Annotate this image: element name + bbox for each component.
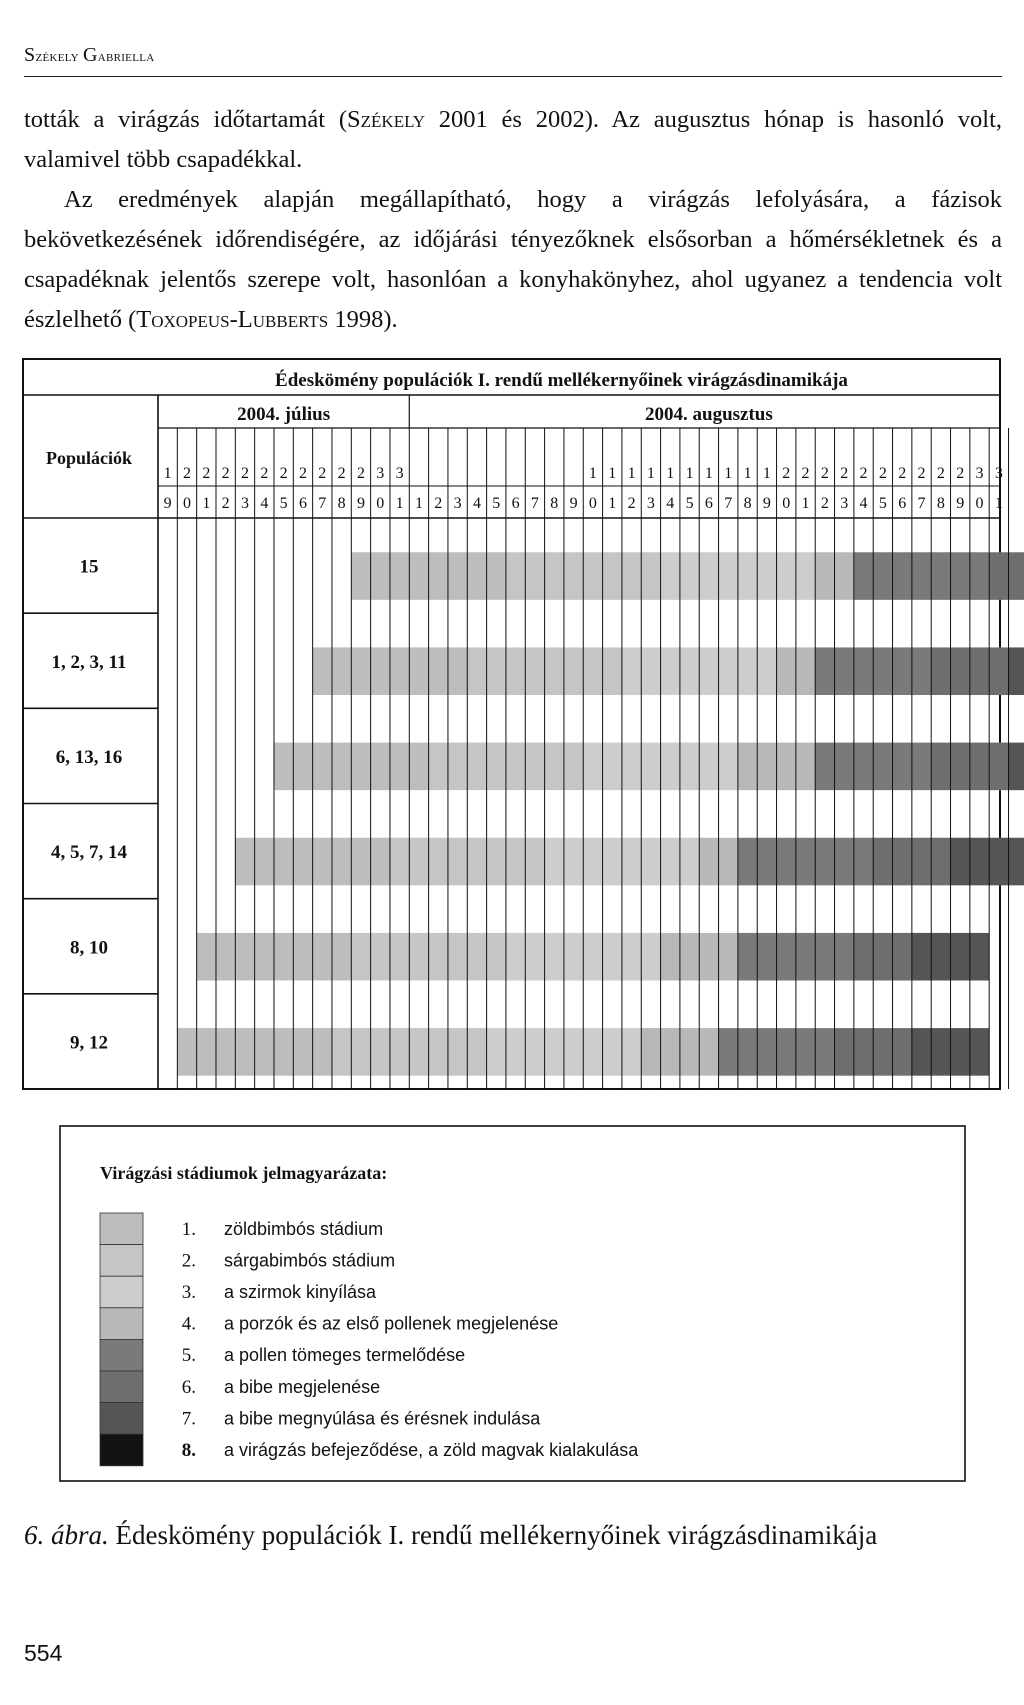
day-units-digit: 1: [414, 495, 423, 512]
day-tens-digit: 1: [646, 465, 655, 482]
day-tens-digit: 1: [762, 465, 771, 482]
caption-label: 6. ábra.: [24, 1520, 109, 1550]
running-head-rest2: abriella: [97, 49, 155, 65]
legend-number: 4.: [181, 1313, 196, 1335]
legend-number: 8.: [181, 1440, 196, 1461]
legend-number: 6.: [181, 1376, 196, 1398]
day-units-digit: 7: [530, 495, 539, 512]
population-label: 9, 12: [70, 1032, 108, 1054]
stage-bar-segment: [1009, 743, 1024, 791]
legend-text: a bibe megnyúlása és érésnek indulása: [224, 1408, 541, 1429]
day-units-digit: 5: [279, 495, 288, 512]
day-tens-digit: 2: [318, 465, 327, 482]
legend-swatch: [100, 1245, 143, 1277]
population-label: 4, 5, 7, 14: [51, 842, 127, 864]
day-units-digit: 9: [762, 495, 771, 512]
legend-text: a szirmok kinyílása: [224, 1282, 377, 1302]
day-units-digit: 0: [376, 495, 385, 512]
legend-title: Virágzási stádiumok jelmagyarázata:: [100, 1163, 388, 1183]
month-label: 2004. július: [237, 404, 331, 425]
legend-number: 5.: [181, 1345, 196, 1367]
population-label: 15: [79, 556, 99, 578]
day-units-digit: 5: [878, 495, 887, 512]
day-units-digit: 6: [298, 495, 307, 512]
day-tens-digit: 2: [260, 465, 269, 482]
day-units-digit: 0: [182, 495, 191, 512]
day-units-digit: 8: [743, 495, 752, 512]
running-head-initial2: G: [82, 44, 98, 66]
day-units-digit: 7: [318, 495, 327, 512]
day-tens-digit: 2: [917, 465, 926, 482]
stage-bar-segment: [854, 552, 989, 600]
day-tens-digit: 1: [666, 465, 675, 482]
day-units-digit: 8: [936, 495, 945, 512]
day-tens-digit: 1: [163, 465, 172, 482]
day-units-digit: 1: [994, 495, 1003, 512]
day-tens-digit: 1: [743, 465, 752, 482]
stage-bar-segment: [738, 838, 873, 886]
day-units-digit: 6: [511, 495, 520, 512]
legend-number: 1.: [181, 1218, 196, 1240]
day-tens-digit: 1: [724, 465, 733, 482]
stage-bar-segment: [854, 933, 912, 981]
stage-bar-segment: [951, 838, 1024, 886]
legend-text: zöldbimbós stádium: [224, 1218, 384, 1239]
chart-title: Édeskömény populációk I. rendű mellékernyőinek virágzásdinamikája: [275, 370, 848, 391]
population-label: 8, 10: [70, 937, 108, 959]
day-tens-digit: 2: [279, 465, 288, 482]
legend-swatch: [100, 1308, 143, 1340]
legend-number: 3.: [181, 1282, 196, 1303]
day-units-digit: 5: [685, 495, 694, 512]
stage-bar-segment: [1009, 647, 1024, 695]
legend-text: sárgabimbós stádium: [224, 1250, 396, 1271]
day-tens-digit: 3: [994, 465, 1003, 482]
day-tens-digit: 2: [956, 465, 965, 482]
day-units-digit: 9: [163, 495, 172, 512]
day-tens-digit: 3: [975, 465, 984, 482]
day-units-digit: 2: [221, 495, 230, 512]
figure-caption: [24, 1520, 1004, 1551]
p2-citation: Toxopeus-Lubberts: [136, 306, 329, 333]
stage-bar-segment: [989, 552, 1024, 600]
day-units-digit: 0: [975, 495, 984, 512]
day-tens-digit: 2: [356, 465, 365, 482]
day-tens-digit: 1: [685, 465, 694, 482]
p2-text-b: 1998).: [328, 306, 398, 333]
day-units-digit: 4: [666, 495, 675, 512]
day-tens-digit: 2: [859, 465, 868, 482]
day-tens-digit: 2: [801, 465, 810, 482]
legend-swatch: [100, 1213, 143, 1245]
day-tens-digit: 2: [221, 465, 230, 482]
legend-swatch: [100, 1276, 143, 1308]
day-tens-digit: 3: [395, 465, 404, 482]
day-units-digit: 8: [550, 495, 559, 512]
day-units-digit: 1: [202, 495, 211, 512]
day-units-digit: 1: [395, 495, 404, 512]
day-tens-digit: 2: [298, 465, 307, 482]
day-tens-digit: 3: [376, 465, 385, 482]
day-units-digit: 3: [646, 495, 655, 512]
legend-text: a porzók és az első pollenek megjelenése: [224, 1313, 559, 1334]
day-tens-digit: 2: [820, 465, 829, 482]
legend-swatch: [100, 1339, 143, 1371]
page-number: 554: [24, 1640, 63, 1666]
day-tens-digit: 2: [240, 465, 249, 482]
day-tens-digit: 1: [704, 465, 713, 482]
caption-text: Édeskömény populációk I. rendű mellékernyőinek virágzásdinamikája: [108, 1520, 878, 1550]
day-units-digit: 4: [859, 495, 868, 512]
day-units-digit: 9: [956, 495, 965, 512]
day-units-digit: 6: [898, 495, 907, 512]
day-tens-digit: 2: [182, 465, 191, 482]
legend-text: a bibe megjelenése: [224, 1376, 381, 1397]
legend-number: 2.: [181, 1250, 196, 1272]
day-tens-digit: 1: [608, 465, 617, 482]
running-head-rest: zékely: [35, 49, 83, 65]
day-tens-digit: 1: [627, 465, 636, 482]
running-head-initial: S: [24, 44, 36, 66]
legend-text: a pollen tömeges termelődése: [224, 1345, 466, 1366]
month-label: 2004. augusztus: [645, 404, 773, 425]
legend-text: a virágzás befejeződése, a zöld magvak kialakulása: [224, 1440, 639, 1460]
day-units-digit: 3: [240, 495, 249, 512]
legend-swatch: [100, 1403, 143, 1435]
day-tens-digit: 2: [936, 465, 945, 482]
p1-text-b: 2001 és 2002). Az augusztus hónap is hasonló volt, valamivel több csapadékkal.: [24, 106, 1002, 173]
day-units-digit: 2: [820, 495, 829, 512]
day-units-digit: 7: [724, 495, 733, 512]
day-tens-digit: 2: [898, 465, 907, 482]
day-units-digit: 0: [782, 495, 791, 512]
day-units-digit: 1: [608, 495, 617, 512]
legend-swatch: [100, 1434, 143, 1466]
day-units-digit: 3: [840, 495, 849, 512]
row-header-label: Populációk: [45, 448, 133, 468]
day-units-digit: 4: [472, 495, 481, 512]
day-units-digit: 3: [453, 495, 462, 512]
day-tens-digit: 1: [588, 465, 597, 482]
legend-number: 7.: [181, 1408, 196, 1430]
day-units-digit: 7: [917, 495, 926, 512]
day-tens-digit: 2: [878, 465, 887, 482]
day-units-digit: 1: [801, 495, 810, 512]
population-label: 6, 13, 16: [55, 746, 123, 768]
p1-citation: Székely: [347, 106, 426, 133]
legend-swatch: [100, 1371, 143, 1403]
day-tens-digit: 2: [202, 465, 211, 482]
population-label: 1, 2, 3, 11: [51, 651, 127, 673]
day-tens-digit: 2: [337, 465, 346, 482]
day-units-digit: 6: [704, 495, 713, 512]
day-units-digit: 9: [356, 495, 365, 512]
day-units-digit: 5: [492, 495, 501, 512]
day-tens-digit: 2: [782, 465, 791, 482]
day-tens-digit: 2: [840, 465, 849, 482]
day-units-digit: 9: [569, 495, 578, 512]
p1-text-a: tották a virágzás időtartamát (: [24, 106, 348, 133]
day-units-digit: 8: [337, 495, 346, 512]
day-units-digit: 4: [260, 495, 269, 512]
day-units-digit: 2: [627, 495, 636, 512]
day-units-digit: 0: [588, 495, 597, 512]
day-units-digit: 2: [434, 495, 443, 512]
p2-text-a: Az eredmények alapján megállapítható, hogy a virágzás lefolyására, a fázisok bekövetkezésének időrendiségére, az időjárási tényezőknek elsősorban a hőmérsékletnek és a csapadéknak jelentős szerepe volt, hasonlóan a konyhakönyhez, ahol ugyanez a tendencia volt észlelhető (: [24, 186, 1002, 333]
